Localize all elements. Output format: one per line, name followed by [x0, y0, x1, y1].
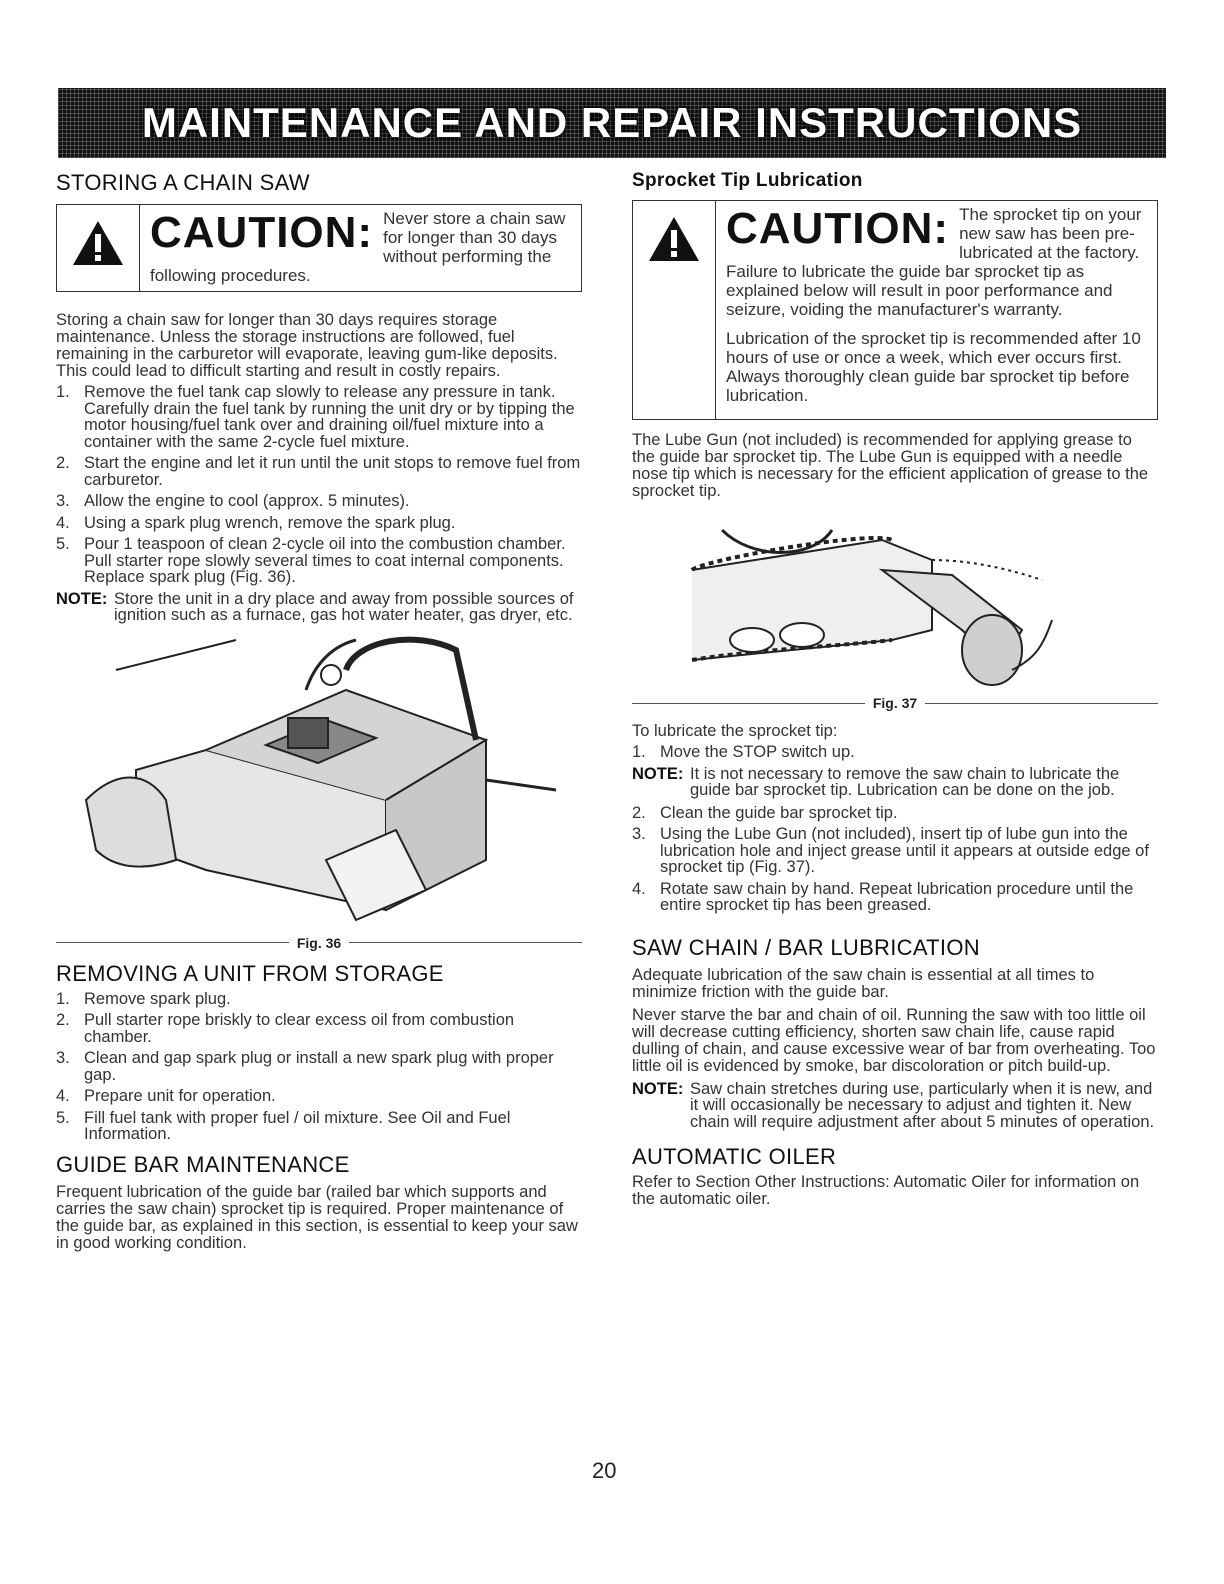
fig-37-caption-row	[632, 695, 1158, 711]
fig-caption: Fig. 36	[296, 934, 342, 951]
list-item: 5. Pour 1 teaspoon of clean 2-cycle oil into the combustion chamber. Pull starter rope slowly several times to coat internal components. Replace spark plug (Fig. 36).	[56, 535, 566, 586]
page-number: 20	[592, 1458, 617, 1483]
chain-lube-p1: Adequate lubrication of the saw chain is essential at all times to minimize friction with the guide bar.	[632, 965, 1095, 1001]
caution-word: CAUTION:	[150, 208, 374, 257]
caution-text: Never store a chain saw for longer than 30 days without performing the following procedures.	[150, 209, 566, 285]
list-item: 1. Remove the fuel tank cap slowly to release any pressure in tank. Carefully drain the fuel tank by running the unit dry or by tipping the motor housing/fuel tank over and draining oil/fuel mixture into a container with the same 2-cycle fuel mixture.	[56, 383, 575, 451]
guide-bar-heading: GUIDE BAR MAINTENANCE	[56, 1151, 350, 1177]
list-item: 1. Move the STOP switch up.	[632, 743, 855, 761]
fig-37-illustration	[632, 500, 1158, 695]
caution-word: CAUTION:	[726, 204, 950, 253]
sprocket-note	[632, 766, 1158, 799]
oiler-text: Refer to Section Other Instructions: Automatic Oiler for information on the automatic oiler.	[632, 1173, 1140, 1208]
list-item: 1. Remove spark plug.	[56, 989, 231, 1008]
list-item: 2. Clean the guide bar sprocket tip.	[632, 803, 898, 822]
fig-caption: Fig. 37	[872, 695, 918, 711]
caution-text-2: Lubrication of the sprocket tip is recommended after 10 hours of use or once a week, which ever occurs first. Always thoroughly clean guide bar sprocket tip before lubrication.	[726, 329, 1141, 405]
note-label: NOTE:	[632, 1079, 684, 1098]
removing-heading: REMOVING A UNIT FROM STORAGE	[56, 960, 444, 986]
warning-triangle-icon	[633, 201, 715, 419]
note-text: It is not necessary to remove the saw chain to lubricate the guide bar sprocket tip. Lubrication can be done on the job.	[690, 764, 1120, 799]
chain-lube-heading: SAW CHAIN / BAR LUBRICATION	[632, 934, 980, 960]
sprocket-caution-box	[632, 200, 1158, 420]
list-item: 3. Allow the engine to cool (approx. 5 minutes).	[56, 492, 410, 510]
list-item: 3. Clean and gap spark plug or install a new spark plug with proper gap.	[56, 1049, 554, 1084]
warning-triangle-icon	[57, 205, 139, 291]
lube-gun-text: The Lube Gun (not included) is recommended for applying grease to the guide bar sprocket tip. The Lube Gun is equipped with a needle nose tip which is necessary for the efficient application of grease to the sprocket tip.	[632, 431, 1149, 500]
storing-heading: STORING A CHAIN SAW	[56, 170, 310, 195]
list-item: 2. Start the engine and let it run until the unit stops to remove fuel from carburetor.	[56, 454, 581, 489]
list-item: 4. Rotate saw chain by hand. Repeat lubrication procedure until the entire sprocket tip has been greased.	[632, 879, 1134, 914]
storing-intro: Storing a chain saw for longer than 30 days requires storage maintenance. Unless the storage instructions are followed, fuel remaining in the carburetor will evaporate, leaving gum-like deposits. This could lead to difficult starting and result in costly repairs.	[56, 311, 558, 380]
removing-steps	[56, 991, 582, 1143]
oiler-heading: AUTOMATIC OILER	[632, 1144, 837, 1169]
list-item: 4. Prepare unit for operation.	[56, 1087, 276, 1105]
chain-lube-note	[632, 1081, 1158, 1131]
list-item: 3. Using the Lube Gun (not included), insert tip of lube gun into the lubrication hole and inject grease until it appears at outside edge of sprocket tip (Fig. 37).	[632, 825, 1149, 876]
right-column	[632, 170, 1158, 1208]
chain-lube-p2: Never starve the bar and chain of oil. Running the saw with too little oil will decrease cutting efficiency, shorten saw chain life, cause rapid dulling of chain, and cause excessive wear of bar from overheating. Too little oil is evidenced by smoke, bar discoloration or pitch build-up.	[632, 1005, 1156, 1075]
guide-bar-text: Frequent lubrication of the guide bar (railed bar which supports and carries the saw chain) sprocket tip is required. Proper maintenance of the guide bar, as explained in this section, is essential to keep your saw in good working condition.	[56, 1182, 578, 1252]
note-text: Saw chain stretches during use, particularly when it is new, and it will occasionally be necessary to adjust and tighten it. New chain will require adjustment after about 5 minutes of operation.	[690, 1079, 1155, 1131]
how-to-text: To lubricate the sprocket tip:	[632, 722, 838, 740]
list-item: 2. Pull starter rope briskly to clear excess oil from combustion chamber.	[56, 1011, 515, 1046]
sprocket-heading: Sprocket Tip Lubrication	[632, 170, 863, 191]
section-banner	[58, 88, 1166, 158]
list-item: 5. Fill fuel tank with proper fuel / oil mixture. See Oil and Fuel Information.	[56, 1108, 511, 1143]
sprocket-steps-1	[632, 744, 1158, 761]
fig-36-illustration	[56, 630, 582, 935]
note-label: NOTE:	[56, 589, 108, 608]
caution-text: The sprocket tip on your new saw has been pre-lubricated at the factory. Failure to lubricate the guide bar sprocket tip as explained below will result in poor performance and seizure, voiding the manufacturer's warranty.	[726, 205, 1142, 319]
note-text: Store the unit in a dry place and away from possible sources of ignition such as a furnace, gas hot water heater, gas dryer, etc.	[114, 589, 574, 624]
banner-title: MAINTENANCE AND REPAIR INSTRUCTIONS	[141, 99, 1083, 146]
storing-steps	[56, 384, 582, 586]
fig-36-caption-row	[56, 935, 582, 951]
list-item: 4. Using a spark plug wrench, remove the spark plug.	[56, 513, 456, 532]
left-column	[56, 170, 582, 1252]
sprocket-steps-2	[632, 805, 1158, 914]
note-label: NOTE:	[632, 764, 684, 783]
storing-note	[56, 591, 582, 624]
storing-caution-box	[56, 204, 582, 292]
